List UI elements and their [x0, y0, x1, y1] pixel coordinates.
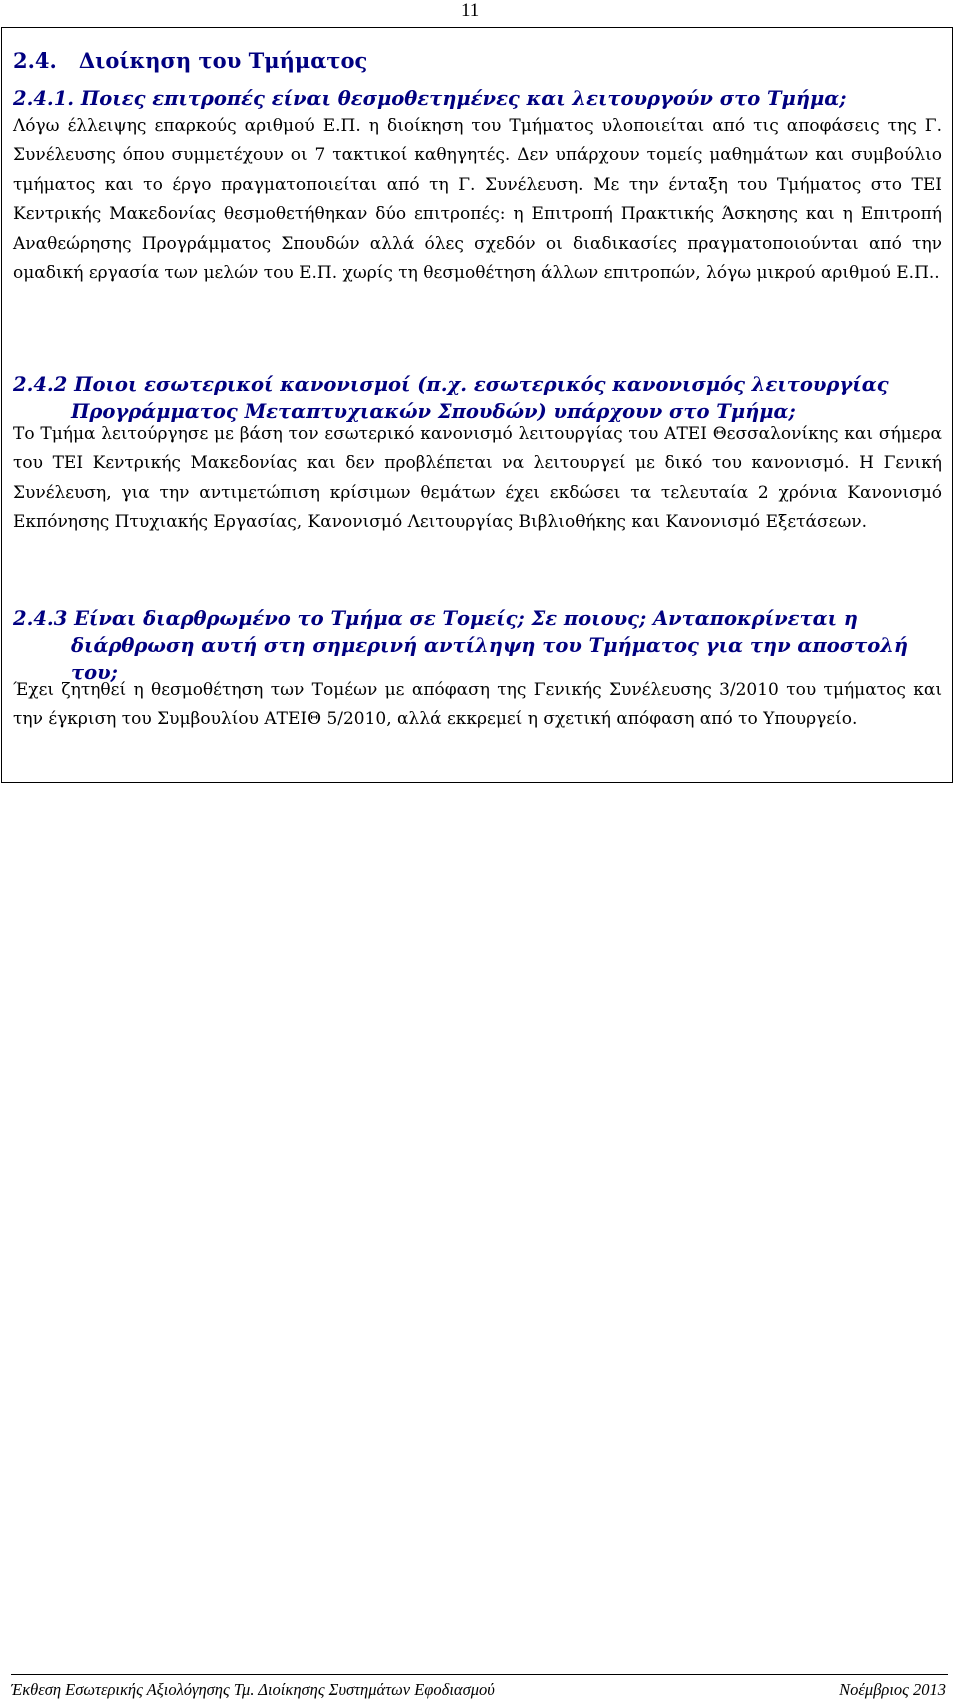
page-number: 11 — [461, 0, 480, 21]
question-heading-2-4-2-line2: Προγράμματος Μεταπτυχιακών Σπουδών) υπάρχουν στο Τμήμα; — [71, 400, 796, 423]
section-heading — [13, 47, 367, 74]
question-heading-2-4-1: 2.4.1. Ποιες επιτροπές είναι θεσμοθετημένες και λειτουργούν στο Τμήμα; — [13, 87, 847, 110]
question-heading-2-4-3-line3: του; — [71, 661, 118, 684]
question-heading-2-4-3-line2: διάρθρωση αυτή στη σημερινή αντίληψη του Τμήματος για την αποστολή — [71, 634, 909, 657]
answer-paragraph-2-4-2: Το Τμήμα λειτούργησε με βάση τον εσωτερικό κανονισμό λειτουργίας του ΑΤΕΙ Θεσσαλονίκης και σήμερα του ΤΕΙ Κεντρικής Μακεδονίας και δεν προβλέπεται να λειτουργεί με δικό του κανονισμό. Η Γενική Συνέλευση, για την αντιμετώπιση κρίσιμων θεμάτων έχει εκδώσει τα τελευταία 2 χρόνια Κανονισμό Εκπόνησης Πτυχιακής Εργασίας, Κανονισμό Λειτουργίας Βιβλιοθήκης και Κανονισμό Εξετάσεων. — [13, 424, 942, 533]
question-heading-2-4-2-line1: 2.4.2 Ποιοι εσωτερικοί κανονισμοί (π.χ. εσωτερικός κανονισμός λειτουργίας — [13, 373, 889, 396]
question-heading-2-4-3-line1: 2.4.3 Είναι διαρθρωμένο το Τμήμα σε Τομείς; Σε ποιους; Ανταποκρίνεται η — [13, 607, 858, 630]
answer-paragraph-2-4-1: Λόγω έλλειψης επαρκούς αριθμού Ε.Π. η διοίκηση του Τμήματος υλοποιείται από τις αποφάσεις της Γ. Συνέλευσης όπου συμμετέχουν οι 7 τακτικοί καθηγητές. Δεν υπάρχουν τομείς μαθημάτων και συμβούλιο τμήματος και το έργο πραγματοποιείται από τη Γ. Συνέλευση. Με την ένταξη του Τμήματος στο ΤΕΙ Κεντρικής Μακεδονίας θεσμοθετήθηκαν δύο επιτροπές: η Επιτροπή Πρακτικής Άσκησης και η Επιτροπή Αναθεώρησης Προγράμματος Σπουδών αλλά όλες σχεδόν οι διαδικασίες πραγματοποιούνται από την ομαδική εργασία των μελών του Ε.Π. χωρίς τη θεσμοθέτηση άλλων επιτροπών, λόγω μικρού αριθμού Ε.Π.. — [13, 116, 942, 284]
section-number: 2.4. — [13, 48, 57, 73]
footer-report-title: Έκθεση Εσωτερικής Αξιολόγησης Τμ. Διοίκησης Συστημάτων Εφοδιασμού — [11, 1680, 495, 1699]
question-heading-2-4-3 — [13, 605, 942, 686]
answer-paragraph-2-4-3: Έχει ζητηθεί η θεσμοθέτηση των Τομέων με απόφαση της Γενικής Συνέλευσης 3/2010 του τμήματος και την έγκριση του Συμβουλίου ΑΤΕΙΘ 5/2010, αλλά εκκρεμεί η σχετική απόφαση από το Υπουργείο. — [13, 680, 942, 730]
content-frame — [1, 27, 953, 783]
section-title: Διοίκηση του Τμήματος — [78, 48, 368, 73]
question-heading-2-4-2 — [13, 371, 942, 425]
footer-divider — [11, 1674, 948, 1675]
footer-date: Νοέμβριος 2013 — [839, 1680, 946, 1699]
